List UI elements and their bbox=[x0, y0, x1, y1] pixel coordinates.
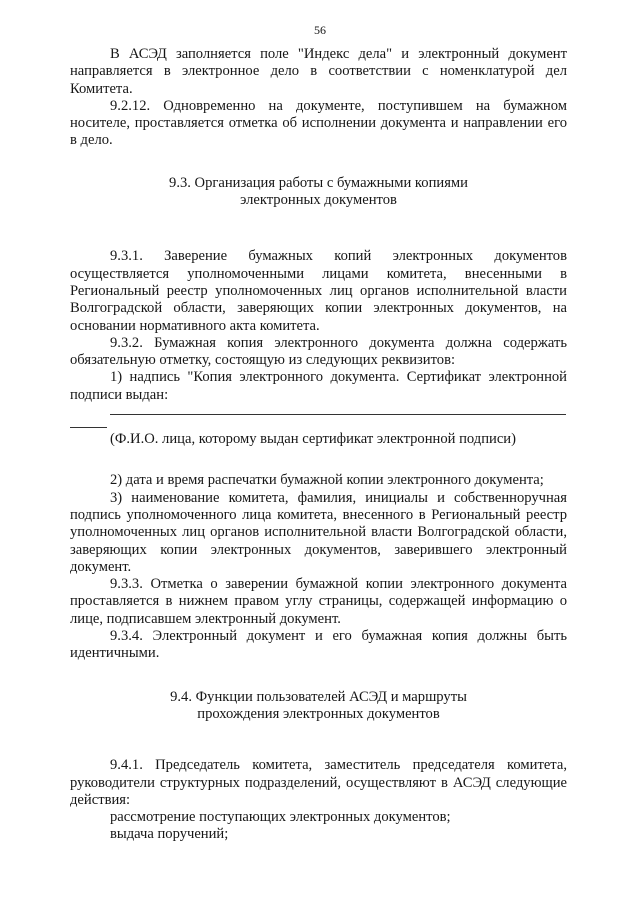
section-heading-9-3-line1: 9.3. Организация работы с бумажными копиями bbox=[169, 174, 468, 191]
section-heading-9-3-line2: электронных документов bbox=[240, 192, 397, 209]
fio-caption: (Ф.И.О. лица, которому выдан сертификат электронной подписи) bbox=[110, 431, 516, 448]
paragraph-9-3-2: 9.3.2. Бумажная копия электронного документа должна содержать обязательную отметку, состоящую из следующих реквизитов: bbox=[70, 334, 567, 369]
action-item-assignments: выдача поручений; bbox=[110, 826, 229, 843]
signature-blank-line-end bbox=[70, 427, 107, 428]
paragraph-9-3-1: 9.3.1. Заверение бумажных копий электронных документов осуществляется уполномоченными лицами комитета, внесенными в Региональный реестр уполномоченных лиц органов исполнительной власти Волгоградской области, заверяющих копии электронных документов, на основании нормативного акта комитета. bbox=[70, 248, 567, 334]
section-heading-9-4-line1: 9.4. Функции пользователей АСЭД и маршруты bbox=[170, 688, 467, 705]
paragraph-index-field: В АСЭД заполняется поле "Индекс дела" и электронный документ направляется в электронное дело в соответствии с номенклатурой дел Комитета. bbox=[70, 46, 567, 97]
document-body bbox=[70, 46, 567, 844]
paragraph-9-3-4: 9.3.4. Электронный документ и его бумажная копия должны быть идентичными. bbox=[70, 628, 567, 662]
list-item-3: 3) наименование комитета, фамилия, инициалы и собственноручная подпись уполномоченного лица комитета, внесенного в Региональный реестр уполномоченных лиц органов исполнительной власти Волгоградской области, заверяющих копии электронных документов, заверившего электронный документ. bbox=[70, 489, 567, 575]
paragraph-9-3-3: 9.3.3. Отметка о заверении бумажной копии электронного документа проставляется в нижнем правом углу страницы, содержащей информацию о лице, подписавшем электронный документ. bbox=[70, 576, 567, 627]
action-item-review: рассмотрение поступающих электронных документов; bbox=[110, 809, 451, 826]
list-item-1: 1) надпись "Копия электронного документа. Сертификат электронной подписи выдан: bbox=[70, 369, 567, 403]
section-heading-9-4-line2: прохождения электронных документов bbox=[197, 705, 440, 722]
signature-blank-line bbox=[110, 414, 566, 415]
list-item-2: 2) дата и время распечатки бумажной копии электронного документа; bbox=[110, 472, 544, 489]
paragraph-9-2-12: 9.2.12. Одновременно на документе, поступившем на бумажном носителе, проставляется отметка об исполнении документа и направлении его в дело. bbox=[70, 97, 567, 149]
page-number: 56 bbox=[314, 23, 326, 37]
paragraph-9-4-1: 9.4.1. Председатель комитета, заместитель председателя комитета, руководители структурных подразделений, осуществляют в АСЭД следующие действия: bbox=[70, 757, 567, 808]
